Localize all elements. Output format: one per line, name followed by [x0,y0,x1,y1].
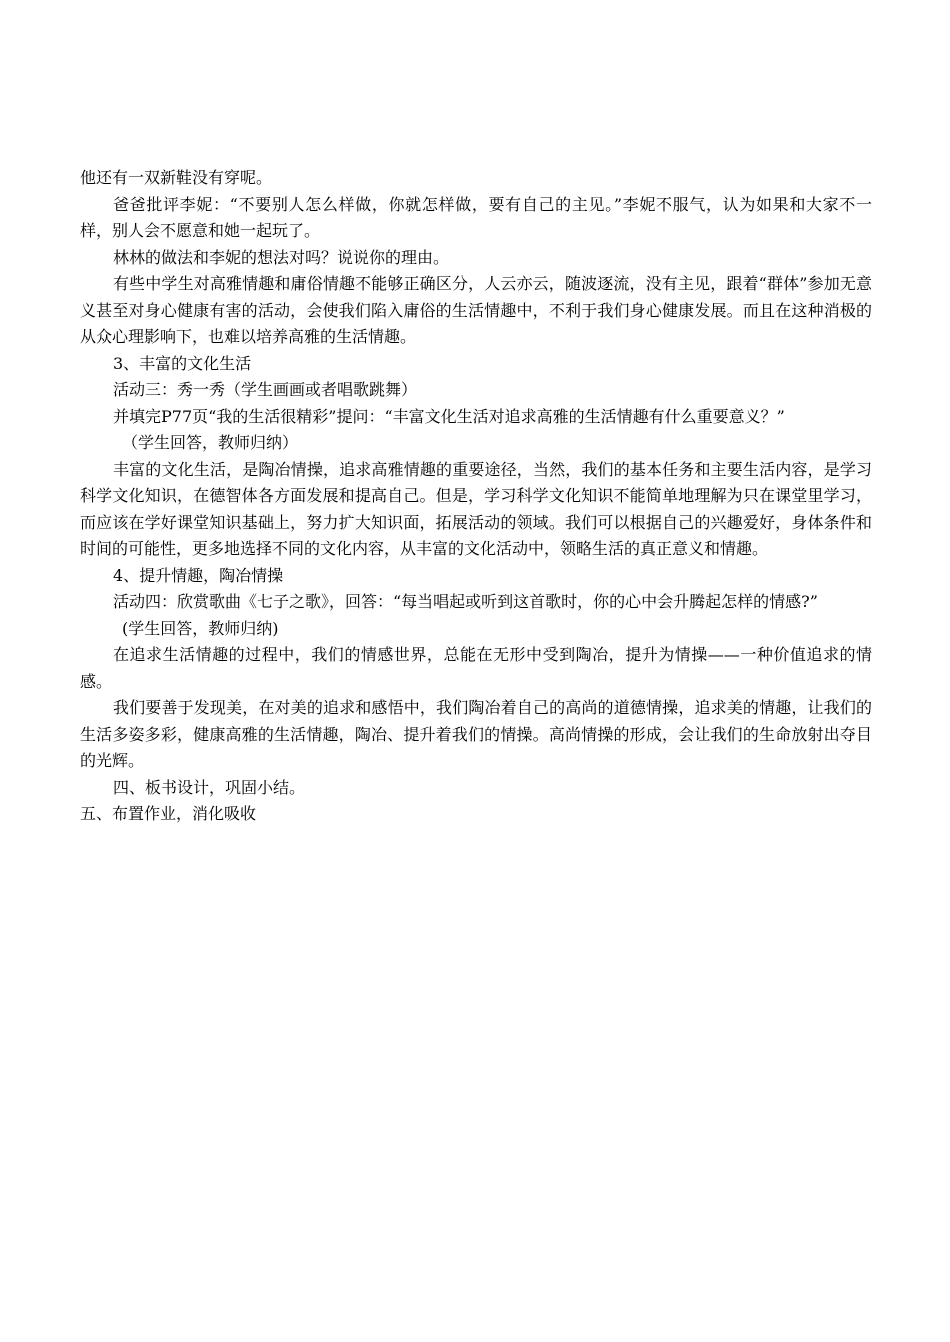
paragraph-father-criticism: 爸爸批评李妮：“不要别人怎么样做，你就怎样做，要有自己的主见。”李妮不服气，认为如果和大家不一样，别人会不愿意和她一起玩了。 [80,194,872,240]
paragraph-p77-question: 并填完P77页“我的生活很精彩”提问：“丰富文化生活对追求高雅的生活情趣有什么重要意义？” [113,406,785,426]
heading-cultural-life: 3、丰富的文化生活 [113,353,252,373]
paragraph-rich-culture: 丰富的文化生活，是陶冶情操，追求高雅情趣的重要途径，当然，我们的基本任务和主要生活内容，是学习科学文化知识，在德智体各方面发展和提高自己。但是，学习科学文化知识不能简单地理解为只在课堂里学习，而应该在学好课堂知识基础上，努力扩大知识面，拓展活动的领域。我们可以根据自己的兴趣爱好，身体条件和时间的可能性，更多地选择不同的文化内容，从丰富的文化活动中，领略生活的真正意义和情趣。 [80,459,872,558]
paragraph-conformity: 有些中学生对高雅情趣和庸俗情趣不能够正确区分，人云亦云，随波逐流，没有主见，跟着“群体”参加无意义甚至对身心健康有害的活动，会使我们陷入庸俗的生活情趣中，不利于我们身心健康发展。而且在这种消极的从众心理影响下，也难以培养高雅的生活情趣。 [80,274,872,346]
document-body [80,165,872,828]
heading-homework: 五、布置作业，消化吸收 [80,804,257,823]
heading-board-design: 四、板书设计，巩固小结。 [113,777,306,797]
activity-four: 活动四：欣赏歌曲《七子之歌》，回答：“每当唱起或听到这首歌时，你的心中会升腾起怎样的情感?” [113,592,818,611]
paragraph-question: 林林的做法和李妮的想法对吗？说说你的理由。 [113,247,450,267]
paragraph-continuation: 他还有一双新鞋没有穿呢。 [80,168,273,187]
note-student-answer-2: (学生回答，教师归纳) [122,618,279,638]
note-student-answer: （学生回答，教师归纳） [122,433,299,452]
heading-improve-interest: 4、提升情趣，陶冶情操 [113,565,284,585]
paragraph-sentiment: 在追求生活情趣的过程中，我们的情感世界，总能在无形中受到陶冶，提升为情操——一种价值追求的情感。 [80,645,872,691]
paragraph-beauty: 我们要善于发现美，在对美的追求和感悟中，我们陶冶着自己的高尚的道德情操，追求美的情趣，让我们的生活多姿多彩，健康高雅的生活情趣，陶冶、提升着我们的情操。高尚情操的形成，会让我们的生命放射出夺目的光辉。 [80,698,872,770]
activity-three: 活动三：秀一秀（学生画画或者唱歌跳舞） [113,380,418,399]
